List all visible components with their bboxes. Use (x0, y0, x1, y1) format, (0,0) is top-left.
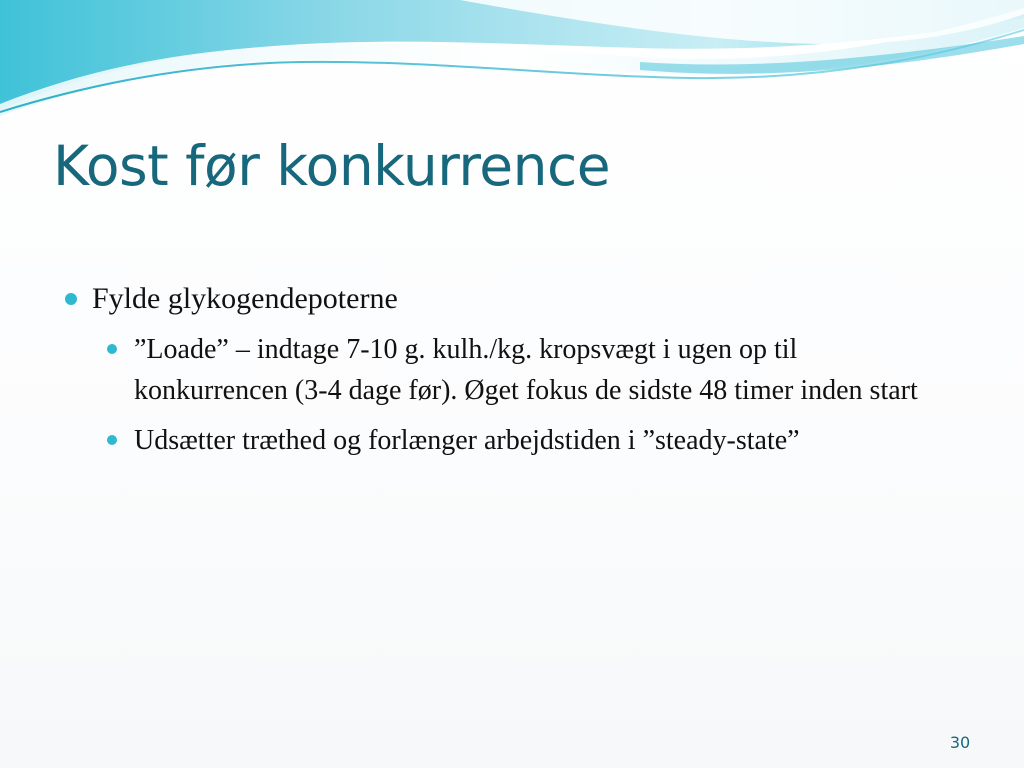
slide-body (58, 278, 958, 461)
sub-bullet-text: Udsætter træthed og forlænger arbejdstiden i ”steady-state” (134, 425, 800, 456)
sub-bullet-item (134, 329, 944, 411)
sub-bullet-text: ”Loade” – indtage 7-10 g. kulh./kg. kropsvægt i ugen op til konkurrencen (3-4 dage før). Øget fokus de sidste 48 timer inden start (134, 334, 918, 406)
page-number: 30 (949, 733, 971, 752)
bullet-dot-icon (107, 435, 117, 445)
slide-title: Kost før konkurrence (53, 134, 611, 198)
bullet-dot-icon (65, 293, 77, 305)
bullet-text: Fylde glykogendepoterne (92, 282, 398, 315)
header-wave-decoration (0, 0, 1024, 130)
bullet-dot-icon (107, 344, 117, 354)
bullet-item (58, 278, 958, 320)
sub-bullet-item (134, 420, 944, 461)
